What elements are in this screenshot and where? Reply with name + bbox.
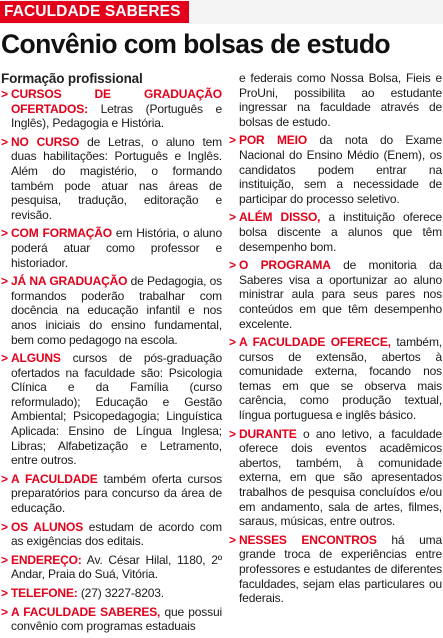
section-title: Formação profissional: [1, 71, 143, 86]
item-text: também, cursos de extensão, abertos à comunidade externa, focando nos temas em que se observa mais carência, como produção textual, língua portuguesa e inglês básico.: [239, 335, 442, 423]
bullet-marker-icon: >: [229, 426, 236, 441]
item-text: Av. César Hilal, 1180, 2º Andar, Praia do Suá, Vitória.: [11, 552, 222, 582]
item-lead: OS ALUNOS: [11, 519, 84, 534]
item-lead: NESSES ENCONTROS: [239, 532, 377, 547]
item-text: de Pedagogia, os formandos poderão trabalhar com docência na educação infantil e nos anos iniciais do ensino fundamental, bem como pedagogo na escola.: [11, 274, 222, 347]
bullet-item: [1, 87, 222, 131]
item-lead: CURSOS DE GRADUAÇÃO OFERTADOS:: [11, 87, 222, 116]
item-text: de Letras, o aluno tem duas habilitações: Português e Inglês. Além do magistério, o formando também pode atuar nas áreas de pesquisa, tradução, editoração e revisão.: [11, 134, 222, 222]
item-lead: ALGUNS: [11, 351, 61, 366]
bullet-item: [229, 427, 442, 529]
left-item-list: [1, 87, 222, 634]
bullet-marker-icon: >: [229, 532, 236, 547]
bullet-item: [229, 133, 442, 206]
item-lead: POR MEIO: [239, 133, 308, 148]
bullet-marker-icon: >: [1, 351, 8, 366]
item-text: Letras (Português e Inglês), Pedagogia e História.: [11, 101, 222, 131]
page-title: Convênio com bolsas de estudo: [1, 29, 391, 59]
bullet-marker-icon: >: [1, 552, 8, 567]
item-text: em História, o aluno poderá atuar como professor e historiador.: [11, 226, 222, 270]
item-text: estudam de acordo com as exigências dos editais.: [11, 519, 222, 549]
bullet-item: [229, 533, 442, 606]
item-lead: A FACULDADE SABERES,: [11, 604, 161, 619]
item-lead: A FACULDADE OFERECE,: [239, 335, 391, 350]
bullet-item: [1, 274, 222, 347]
bullet-marker-icon: >: [229, 133, 236, 148]
bullet-item: [1, 520, 222, 549]
left-column: [1, 70, 222, 638]
bullet-marker-icon: >: [1, 586, 8, 600]
bullet-marker-icon: >: [229, 258, 236, 273]
bullet-item: [229, 335, 442, 423]
item-lead: ALÉM DISSO,: [239, 210, 321, 225]
bullet-marker-icon: >: [1, 471, 8, 486]
item-lead: A FACULDADE: [11, 471, 98, 486]
item-text: também oferta cursos preparatórios para concurso da área de educação.: [11, 471, 222, 516]
bullet-marker-icon: >: [229, 210, 236, 225]
item-lead: TELEFONE:: [11, 586, 78, 600]
section-label: FACULDADE SABERES: [0, 1, 189, 23]
bullet-item: [1, 135, 222, 223]
item-text: cursos de pós-graduação ofertados na faculdade são: Psicologia Clínica e da Família (curso reformulado); Educação e Gestão Ambiental; Psicopedagogia; Linguística Aplicada: Ensino de Língua Inglesa; Libras; Alfabetização e Letramento, entre outros.: [11, 351, 222, 468]
bullet-marker-icon: >: [1, 604, 8, 619]
bullet-item: [1, 472, 222, 516]
item-lead: DURANTE: [239, 426, 297, 441]
bullet-item: [1, 226, 222, 270]
bullet-marker-icon: >: [1, 134, 8, 149]
item-text: de monitoria da Saberes visa a oportunizar ao aluno ministrar aula para seus pares nos conteúdos em que têm desempenho excelente.: [239, 258, 442, 331]
item-text: o ano letivo, a faculdade oferece dois eventos acadêmicos abertos, também, à comunidade externa, em que são apresentados trabalhos de pesquisa concluídos e/ou em andamento, sala de artes, filmes, saraus, músicas, entre outros.: [239, 426, 442, 529]
item-text: (27) 3227-8203.: [77, 586, 164, 600]
bullet-item: [1, 586, 222, 601]
item-text: há uma grande troca de experiências entre professores e estudantes de diferentes faculdades, sejam elas particulares ou federais.: [239, 532, 443, 606]
bullet-marker-icon: >: [1, 87, 8, 101]
right-item-list: [229, 133, 442, 605]
bullet-marker-icon: >: [1, 519, 8, 534]
item-lead: ENDEREÇO:: [11, 552, 82, 567]
bullet-item: [1, 553, 222, 582]
continued-paragraph: e federais como Nossa Bolsa, Fieis e ProUni, possibilita ao estudante ingressar na faculdade através de bolsas de estudo.: [239, 71, 442, 129]
bullet-item: [229, 210, 442, 254]
item-text: a instituição oferece bolsa discente a alunos que têm desempenho bom.: [239, 210, 442, 254]
item-lead: O PROGRAMA: [239, 258, 331, 273]
item-lead: COM FORMAÇÃO: [11, 226, 112, 241]
bullet-item: [1, 605, 222, 634]
item-text: da nota do Exame Nacional do Ensino Médio (Enem), os candidatos podem entrar na instituição, sem a necessidade de participar do processo seletivo.: [239, 133, 443, 206]
bullet-item: [1, 351, 222, 468]
item-lead: JÁ NA GRADUAÇÃO: [11, 274, 128, 289]
bullet-item: [229, 258, 442, 331]
bullet-marker-icon: >: [1, 274, 8, 289]
item-lead: NO CURSO: [11, 134, 80, 149]
bullet-marker-icon: >: [229, 335, 236, 350]
item-text: que possui convênio com programas estaduais: [11, 604, 222, 634]
bullet-marker-icon: >: [1, 226, 8, 241]
right-column: [229, 71, 442, 610]
section-banner: [0, 0, 443, 24]
